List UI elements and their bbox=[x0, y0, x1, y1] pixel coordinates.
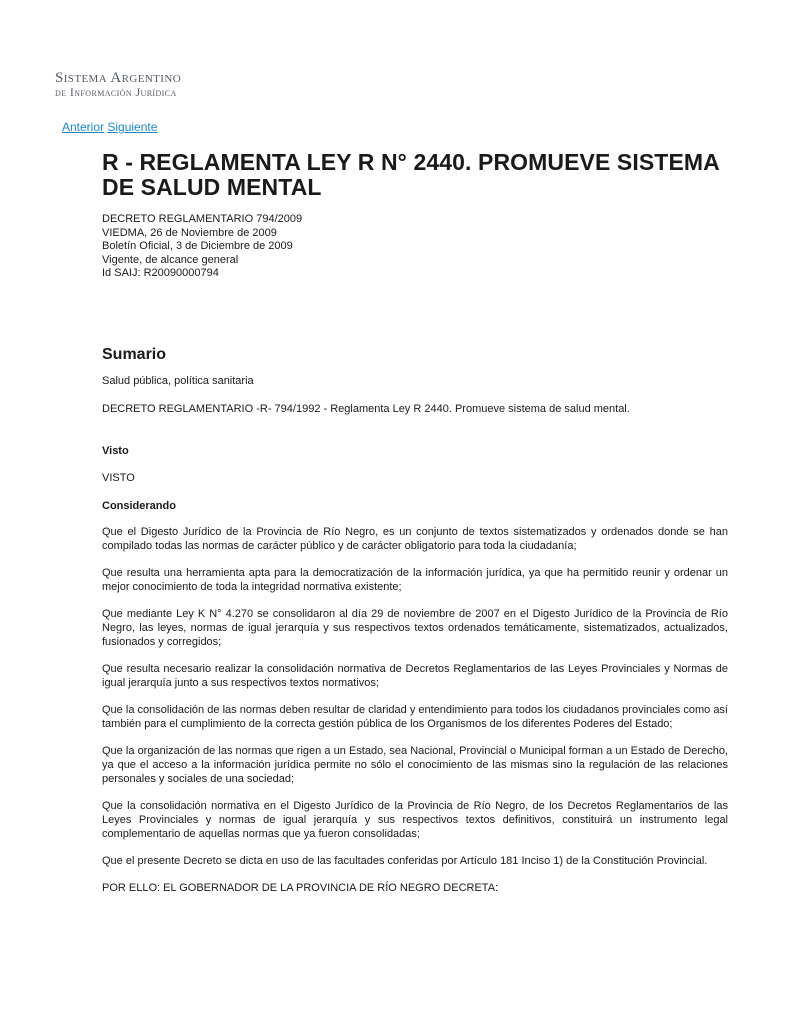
document-nav bbox=[62, 120, 157, 134]
considerando-paragraphs bbox=[102, 525, 728, 895]
next-link[interactable]: Siguiente bbox=[107, 120, 158, 134]
previous-link[interactable]: Anterior bbox=[62, 120, 105, 134]
meta-saij-id: Id SAIJ: R20090000794 bbox=[102, 267, 219, 280]
considerando-paragraph: Que el Digesto Jurídico de la Provincia de Río Negro, es un conjunto de textos sistematizados y ordenados donde se han compilado todas las normas de carácter público y de carácter obligatorio para toda la ciudadanía; bbox=[102, 525, 728, 552]
visto-heading: Visto bbox=[102, 444, 129, 457]
meta-status: Vigente, de alcance general bbox=[102, 253, 239, 266]
decree-formula: POR ELLO: EL GOBERNADOR DE LA PROVINCIA DE RÍO NEGRO DECRETA: bbox=[102, 881, 499, 894]
meta-boletin: Boletín Oficial, 3 de Diciembre de 2009 bbox=[102, 240, 293, 253]
considerando-heading: Considerando bbox=[102, 499, 176, 512]
considerando-paragraph: Que el presente Decreto se dicta en uso de las facultades conferidas por Artículo 181 Inciso 1) de la Constitución Provincial. bbox=[102, 854, 708, 867]
considerando-paragraph: Que la organización de las normas que rigen a un Estado, sea Nacional, Provincial o Municipal forman a un Estado de Derecho, ya que el acceso a la información jurídica permite no sólo el conocimiento de las mismas sino la regulación de las relaciones personales y sociales de una sociedad; bbox=[102, 744, 728, 785]
considerando-paragraph: Que la consolidación normativa en el Digesto Jurídico de la Provincia de Río Negro, de los Decretos Reglamentarios de las Leyes Provinciales y normas de igual jerarquía y sus respectivos textos definitivos, constituirá un instrumento legal complementario de aquellas normas que ya fueron consolidadas; bbox=[102, 799, 728, 840]
considerando-paragraph: Que resulta necesario realizar la consolidación normativa de Decretos Reglamentarios de las Leyes Provinciales y Normas de igual jerarquía junto a sus respectivos textos normativos; bbox=[102, 662, 728, 689]
summary-topic: Salud pública, política sanitaria bbox=[102, 374, 254, 387]
saij-logo bbox=[55, 71, 181, 99]
logo-line-1: Sistema Argentino bbox=[55, 70, 182, 86]
meta-place-date: VIEDMA, 26 de Noviembre de 2009 bbox=[102, 226, 277, 239]
document-metadata bbox=[102, 213, 728, 281]
summary-heading: Sumario bbox=[102, 345, 167, 363]
document-title: R - REGLAMENTA LEY R N° 2440. PROMUEVE SISTEMA DE SALUD MENTAL bbox=[102, 149, 719, 200]
visto-text: VISTO bbox=[102, 471, 135, 484]
considerando-paragraph: Que la consolidación de las normas deben resultar de claridad y entendimiento para todos los ciudadanos provinciales como así también para el cumplimiento de la correcta gestión pública de los Organismos de los diferentes Poderes del Estado; bbox=[102, 703, 728, 730]
document-content bbox=[102, 150, 728, 895]
logo-line-2: de Información Jurídica bbox=[55, 85, 177, 99]
meta-decree: DECRETO REGLAMENTARIO 794/2009 bbox=[102, 213, 303, 225]
summary-text: DECRETO REGLAMENTARIO -R- 794/1992 - Reglamenta Ley R 2440. Promueve sistema de salud mental. bbox=[102, 402, 630, 415]
considerando-paragraph: Que resulta una herramienta apta para la democratización de la información jurídica, ya que ha permitido reunir y ordenar un mejor conocimiento de toda la integridad normativa existente; bbox=[102, 566, 728, 593]
considerando-paragraph: Que mediante Ley K N° 4.270 se consolidaron al día 29 de noviembre de 2007 en el Digesto Jurídico de la Provincia de Río Negro, las leyes, normas de igual jerarquía y sus respectivos textos ordenados temáticamente, sistematizados, actualizados, fusionados y corregidos; bbox=[102, 607, 728, 648]
